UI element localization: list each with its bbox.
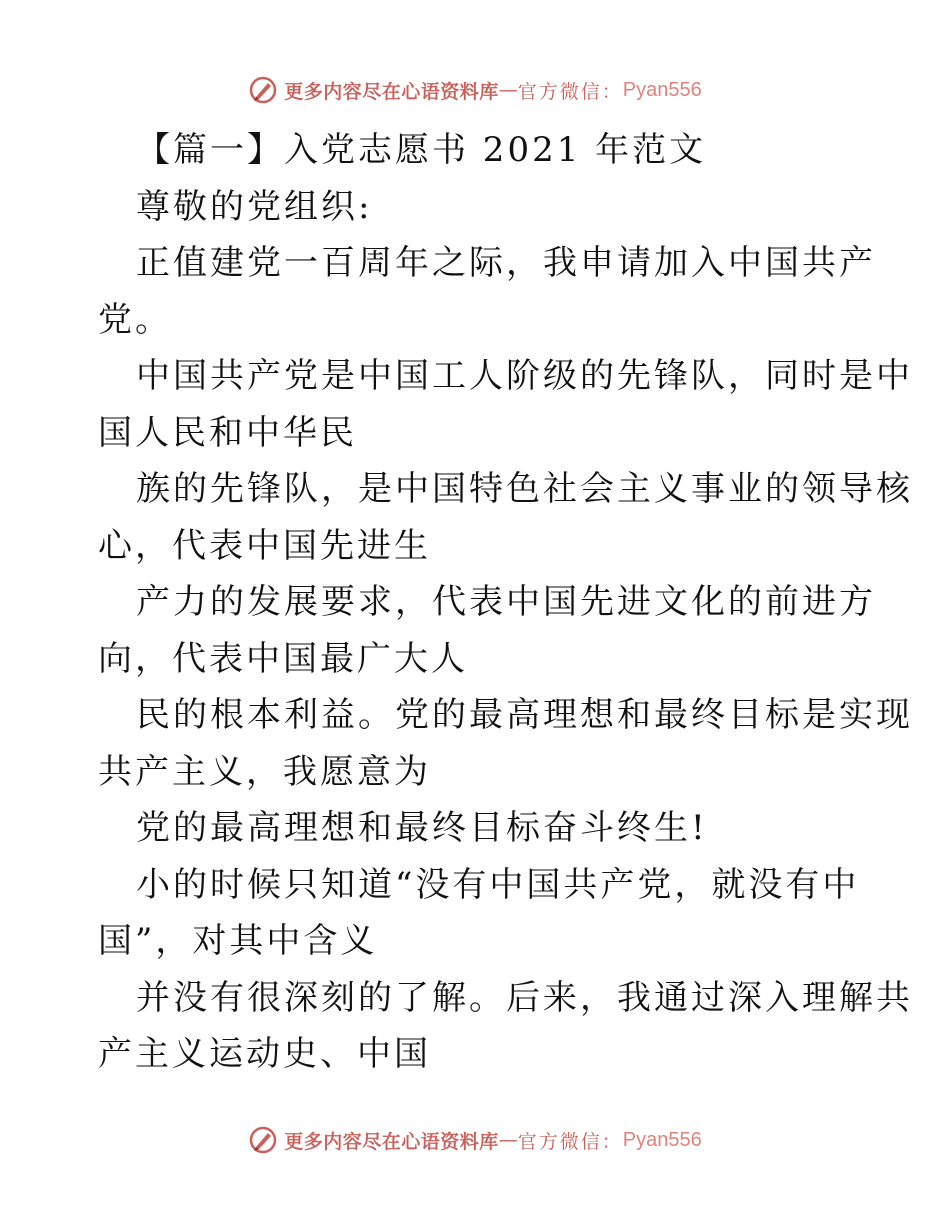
document-line: 族的先锋队，是中国特色社会主义事业的领导核 — [136, 469, 913, 509]
footer-watermark-banner — [0, 1120, 950, 1160]
document-line: 尊敬的党组织: — [136, 186, 373, 227]
document-line: 民的根本利益。党的最高理想和最终目标是实现 — [136, 695, 913, 735]
document-line: 产力的发展要求，代表中国先进文化的前进方 — [136, 582, 876, 622]
banner-wechat-id: Pyan556 — [622, 78, 702, 101]
document-line: 正值建党一百周年之际，我申请加入中国共产 — [136, 243, 876, 283]
banner-separator: — — [498, 79, 518, 101]
document-line: 心，代表中国先进生 — [98, 525, 431, 566]
document-line: 产主义运动史、中国 — [98, 1034, 431, 1074]
document-line: 国人民和中华民 — [98, 412, 357, 453]
document-line: 并没有很深刻的了解。后来，我通过深入理解共 — [136, 977, 913, 1018]
banner-brand-text: 更多内容尽在心语资料库 — [284, 80, 499, 103]
pen-circle-icon — [248, 75, 278, 105]
document-line: 向，代表中国最广大人 — [98, 638, 468, 679]
header-watermark-banner — [0, 70, 950, 110]
banner-wechat-id: Pyan556 — [622, 1128, 702, 1151]
document-line: 中国共产党是中国工人阶级的先锋队，同时是中 — [136, 356, 913, 396]
document-title: 【篇一】入党志愿书 2021 年范文 — [136, 130, 707, 170]
banner-brand-text: 更多内容尽在心语资料库 — [284, 1130, 499, 1153]
document-line: 共产主义，我愿意为 — [98, 751, 431, 792]
banner-wechat-label: 官方微信： — [517, 1130, 623, 1153]
document-line: 国”，对其中含义 — [98, 921, 378, 961]
document-line: 党的最高理想和最终目标奋斗终生! — [136, 808, 708, 848]
banner-separator: — — [498, 1129, 518, 1151]
document-lines — [98, 179, 913, 1083]
document-line: 小的时候只知道“没有中国共产党，就没有中 — [136, 864, 860, 905]
banner-wechat-label: 官方微信： — [517, 80, 623, 103]
document-body — [98, 122, 913, 1083]
pen-circle-icon — [248, 1125, 278, 1155]
document-line: 党。 — [98, 299, 172, 340]
